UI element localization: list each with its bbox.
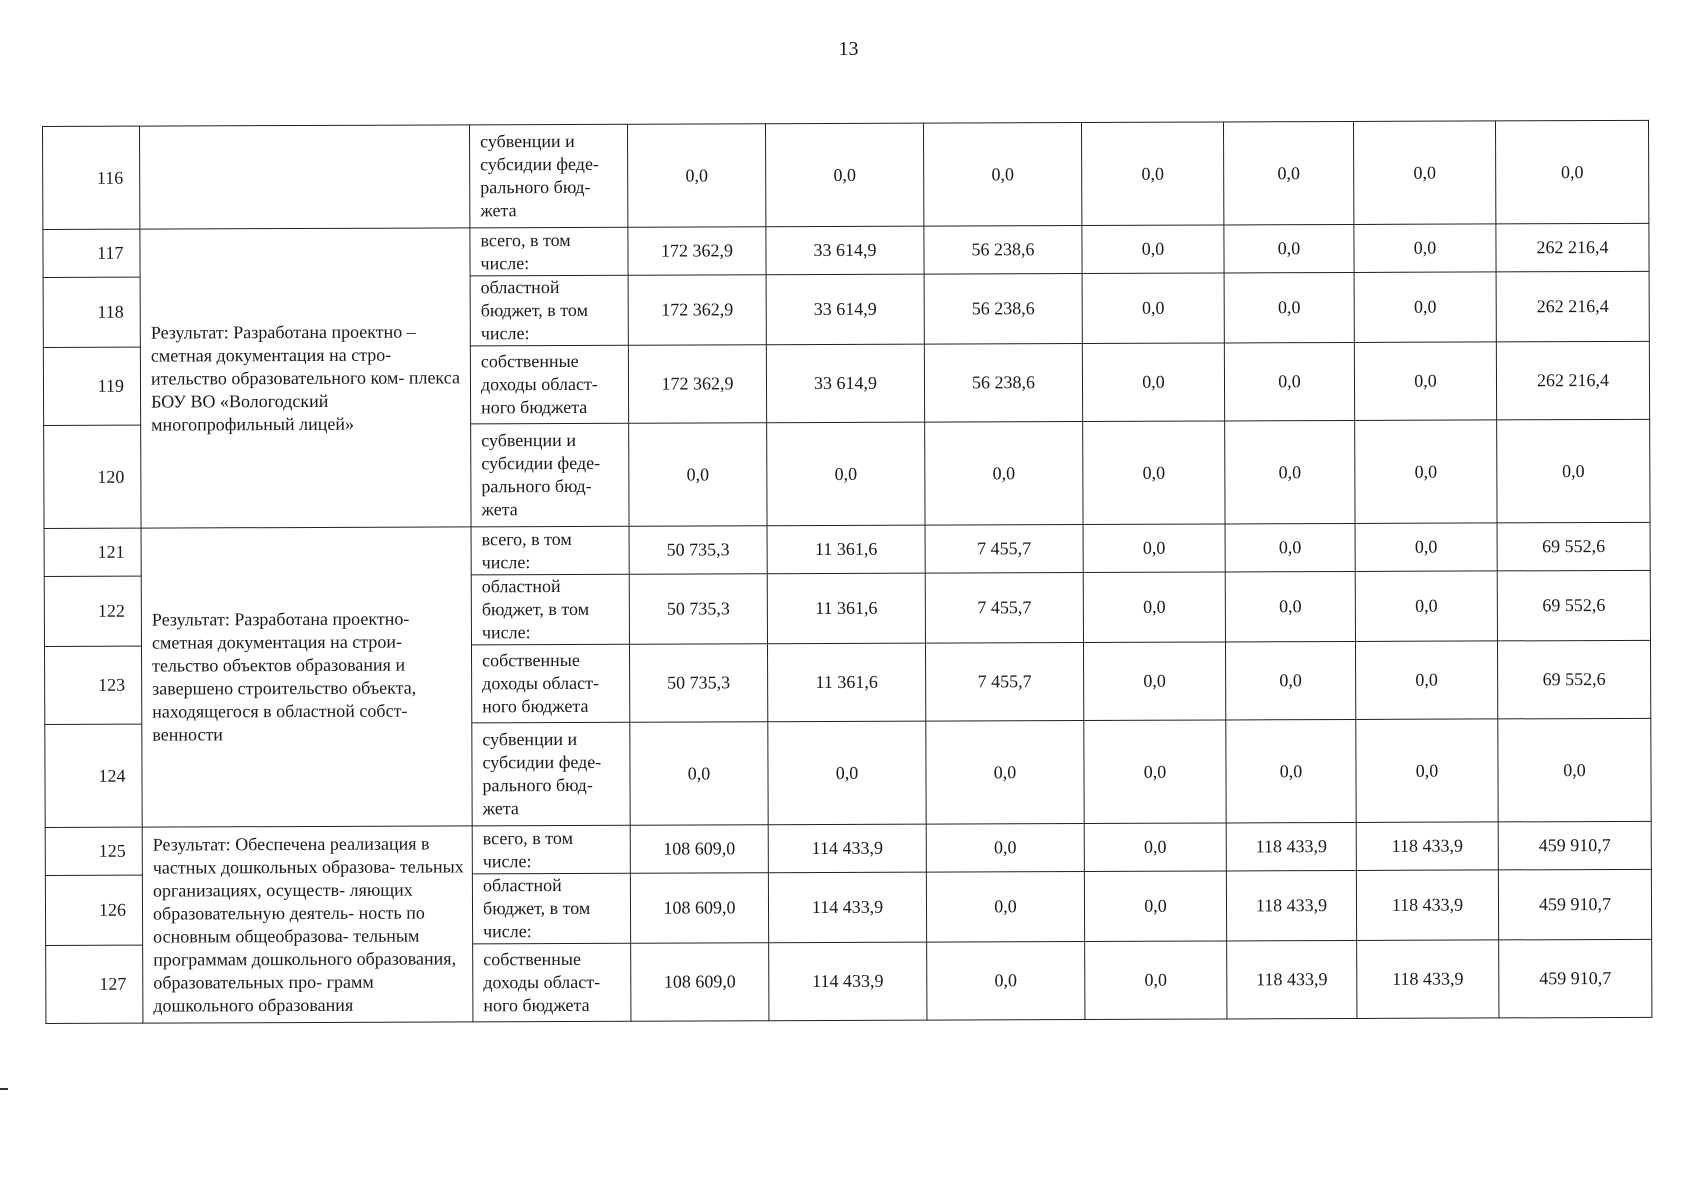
funding-source: всего, в том числе: (470, 227, 628, 276)
funding-source: собственные доходы област- ного бюджета (471, 644, 629, 723)
row-number: 119 (43, 347, 140, 425)
value-cell: 459 910,7 (1498, 869, 1651, 940)
value-cell: 11 361,6 (767, 525, 925, 574)
value-cell: 262 216,4 (1496, 271, 1649, 342)
page-number: 13 (838, 38, 859, 60)
value-cell: 0,0 (765, 123, 923, 227)
budget-table (42, 120, 1652, 1024)
value-cell: 114 433,9 (768, 824, 926, 873)
value-cell: 0,0 (1083, 421, 1225, 525)
value-cell: 0,0 (1355, 641, 1497, 720)
value-cell: 33 614,9 (766, 274, 924, 345)
row-number: 120 (44, 425, 141, 528)
value-cell: 0,0 (1225, 420, 1355, 523)
value-cell: 0,0 (1082, 225, 1224, 274)
scan-edge-mark (0, 1088, 8, 1090)
value-cell: 0,0 (1225, 641, 1355, 719)
value-cell: 0,0 (1225, 523, 1355, 571)
value-cell: 0,0 (1084, 871, 1226, 942)
value-cell: 459 910,7 (1498, 821, 1651, 870)
value-cell: 118 433,9 (1227, 940, 1357, 1018)
value-cell: 56 238,6 (924, 344, 1082, 423)
row-number: 126 (45, 875, 142, 945)
value-cell: 172 362,9 (628, 345, 766, 424)
table-row (45, 821, 1651, 875)
value-cell: 0,0 (1083, 524, 1225, 573)
table-row (44, 522, 1650, 576)
funding-source: областной бюджет, в том числе: (472, 873, 630, 944)
value-cell: 118 433,9 (1226, 870, 1356, 940)
value-cell: 0,0 (1223, 121, 1353, 224)
value-cell: 0,0 (629, 423, 767, 527)
value-cell: 0,0 (1495, 120, 1648, 224)
value-cell: 56 238,6 (924, 226, 1082, 275)
value-cell: 0,0 (630, 722, 768, 826)
value-cell: 7 455,7 (925, 525, 1083, 574)
value-cell: 0,0 (1356, 719, 1498, 823)
value-cell: 0,0 (1225, 571, 1355, 641)
value-cell: 0,0 (1498, 718, 1651, 822)
value-cell: 459 910,7 (1499, 939, 1652, 1018)
table-row (43, 223, 1649, 277)
result-description: Результат: Обеспечена реализация в частных дошкольных образова- тельных организациях, осуществ- ляющих образовательную деятель- ность по основным общеобразова- тельным программам дошкольного образования, образовательных про- грамм дошкольного образования (142, 826, 473, 1023)
value-cell: 69 552,6 (1497, 570, 1650, 641)
value-cell: 0,0 (768, 721, 926, 825)
funding-source: собственные доходы област- ного бюджета (470, 345, 628, 424)
row-number: 127 (46, 945, 143, 1023)
row-number: 117 (43, 229, 140, 277)
value-cell: 0,0 (1224, 224, 1354, 272)
value-cell: 0,0 (767, 422, 925, 526)
row-number: 123 (44, 646, 141, 724)
value-cell: 118 433,9 (1356, 822, 1498, 871)
result-description (140, 125, 470, 229)
value-cell: 0,0 (1226, 719, 1356, 822)
value-cell: 50 735,3 (629, 526, 767, 575)
value-cell: 69 552,6 (1497, 522, 1650, 571)
row-number: 116 (43, 126, 140, 229)
value-cell: 0,0 (1224, 342, 1354, 420)
funding-source: областной бюджет, в том числе: (470, 275, 628, 346)
funding-source: собственные доходы област- ного бюджета (473, 943, 631, 1022)
funding-source: всего, в том числе: (472, 825, 630, 874)
value-cell: 50 735,3 (629, 574, 767, 645)
value-cell: 118 433,9 (1356, 870, 1498, 941)
result-description: Результат: Разработана проектно- сметная документация на строи- тельство объектов образования и завершено строительство объекта, находящегося в областной собст- венности (141, 527, 472, 827)
value-cell: 108 609,0 (630, 873, 768, 944)
result-description: Результат: Разработана проектно – сметная документация на стро- ительство образовательного ком- плекса БОУ ВО «Вологодский многопрофильный лицей» (140, 228, 471, 528)
value-cell: 0,0 (1083, 642, 1225, 721)
row-number: 121 (44, 528, 141, 576)
funding-source: субвенции и субсидии феде- рального бюд- жета (469, 124, 627, 228)
funding-source: субвенции и субсидии феде- рального бюд- жета (472, 722, 630, 826)
value-cell: 0,0 (1355, 420, 1497, 524)
value-cell: 172 362,9 (628, 227, 766, 276)
value-cell: 11 361,6 (767, 573, 925, 644)
row-number: 125 (45, 827, 142, 875)
value-cell: 56 238,6 (924, 274, 1082, 345)
funding-source: всего, в том числе: (471, 526, 629, 575)
value-cell: 0,0 (1355, 571, 1497, 642)
value-cell: 7 455,7 (925, 573, 1083, 644)
value-cell: 0,0 (1081, 122, 1223, 226)
value-cell: 0,0 (927, 942, 1085, 1021)
value-cell: 69 552,6 (1497, 640, 1650, 719)
value-cell: 0,0 (1354, 272, 1496, 343)
value-cell: 118 433,9 (1226, 822, 1356, 870)
value-cell: 0,0 (627, 124, 765, 228)
row-number: 124 (45, 724, 142, 827)
value-cell: 0,0 (1355, 523, 1497, 572)
value-cell: 0,0 (1224, 272, 1354, 342)
value-cell: 0,0 (1497, 419, 1650, 523)
value-cell: 0,0 (1082, 343, 1224, 422)
value-cell: 0,0 (1084, 720, 1226, 824)
funding-source: областной бюджет, в том числе: (471, 574, 629, 645)
value-cell: 0,0 (1353, 121, 1495, 225)
row-number: 122 (44, 576, 141, 646)
table-row (43, 120, 1649, 229)
value-cell: 33 614,9 (766, 226, 924, 275)
value-cell: 114 433,9 (769, 942, 927, 1021)
value-cell: 262 216,4 (1496, 341, 1649, 420)
value-cell: 172 362,9 (628, 275, 766, 346)
value-cell: 0,0 (1084, 823, 1226, 872)
value-cell: 114 433,9 (768, 872, 926, 943)
value-cell: 0,0 (1082, 273, 1224, 344)
value-cell: 118 433,9 (1357, 940, 1499, 1019)
value-cell: 0,0 (1085, 941, 1227, 1020)
row-number: 118 (43, 277, 140, 347)
funding-source: субвенции и субсидии феде- рального бюд- жета (471, 423, 629, 527)
value-cell: 0,0 (926, 721, 1084, 825)
value-cell: 0,0 (923, 123, 1081, 227)
value-cell: 50 735,3 (629, 644, 767, 723)
value-cell: 0,0 (1354, 342, 1496, 421)
budget-table-container (42, 120, 1651, 1024)
value-cell: 11 361,6 (767, 643, 925, 722)
value-cell: 0,0 (925, 422, 1083, 526)
value-cell: 7 455,7 (925, 643, 1083, 722)
value-cell: 262 216,4 (1496, 223, 1649, 272)
value-cell: 0,0 (926, 872, 1084, 943)
value-cell: 0,0 (926, 824, 1084, 873)
value-cell: 108 609,0 (631, 943, 769, 1022)
value-cell: 33 614,9 (766, 344, 924, 423)
value-cell: 0,0 (1083, 572, 1225, 643)
value-cell: 0,0 (1354, 224, 1496, 273)
value-cell: 108 609,0 (630, 825, 768, 874)
